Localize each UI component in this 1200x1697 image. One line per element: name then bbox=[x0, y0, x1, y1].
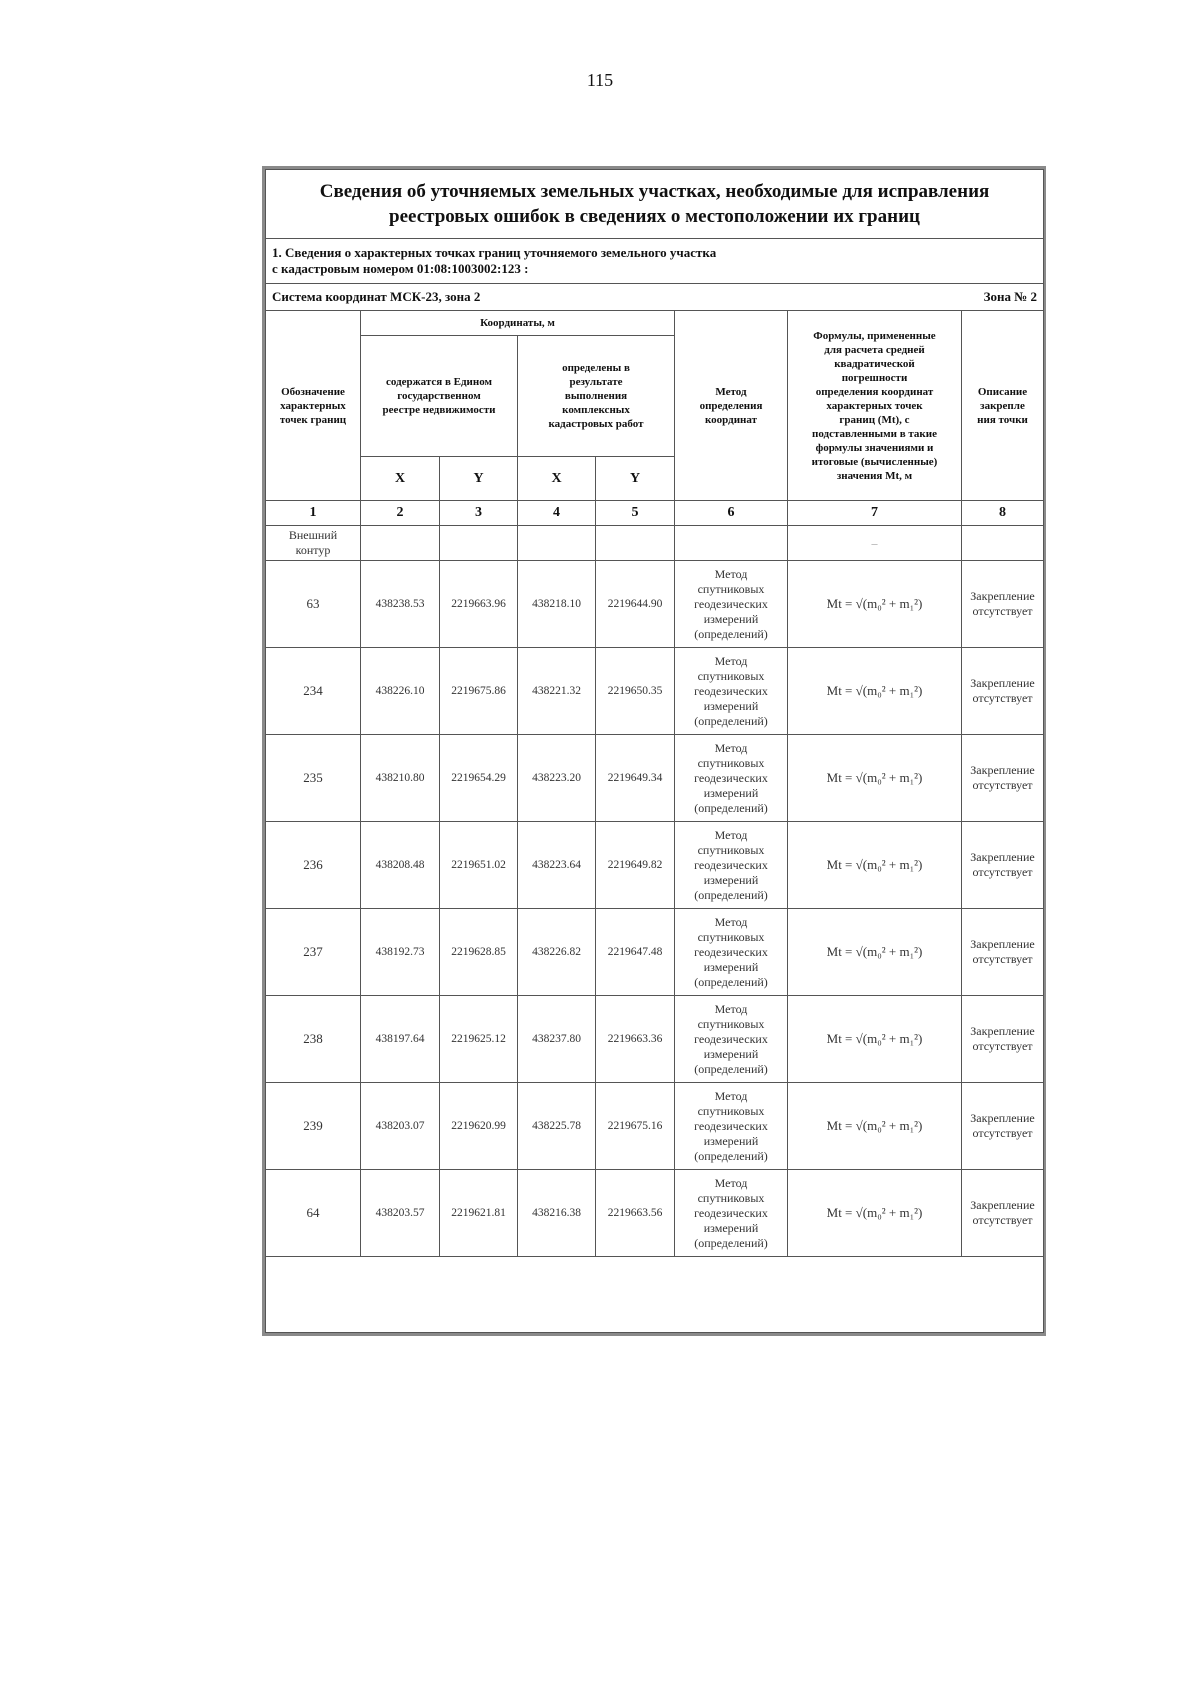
header-coordinates: Координаты, м bbox=[361, 311, 675, 336]
point-designation: 238 bbox=[266, 996, 361, 1083]
column-number: 2 bbox=[361, 501, 440, 526]
coordinate-system-row bbox=[266, 284, 1044, 311]
table-row bbox=[266, 996, 1044, 1083]
registry-y: 2219628.85 bbox=[440, 909, 518, 996]
section-heading: 1. Сведения о характерных точках границ уточняемого земельного участка с кадастровым номером 01:08:1003002:123 : bbox=[266, 239, 1044, 284]
table-row bbox=[266, 822, 1044, 909]
contour-label: Внешний контур bbox=[266, 526, 361, 561]
point-designation: 234 bbox=[266, 648, 361, 735]
table-row bbox=[266, 1083, 1044, 1170]
column-number: 5 bbox=[596, 501, 675, 526]
description-cell: Закрепление отсутствует bbox=[962, 561, 1044, 648]
determined-y: 2219663.36 bbox=[596, 996, 675, 1083]
column-number: 4 bbox=[518, 501, 596, 526]
formula-cell: Mt = √(m₀² + m₁²) bbox=[788, 1170, 962, 1257]
contour-dash: – bbox=[788, 526, 962, 561]
header-y-determined: Y bbox=[596, 457, 675, 501]
column-number: 8 bbox=[962, 501, 1044, 526]
description-cell: Закрепление отсутствует bbox=[962, 1083, 1044, 1170]
formula-cell: Mt = √(m₀² + m₁²) bbox=[788, 996, 962, 1083]
method-cell: Метод спутниковых геодезических измерений (определений) bbox=[675, 648, 788, 735]
description-cell: Закрепление отсутствует bbox=[962, 909, 1044, 996]
description-cell: Закрепление отсутствует bbox=[962, 996, 1044, 1083]
registry-x: 438238.53 bbox=[361, 561, 440, 648]
determined-x: 438223.64 bbox=[518, 822, 596, 909]
formula-cell: Mt = √(m₀² + m₁²) bbox=[788, 648, 962, 735]
determined-x: 438218.10 bbox=[518, 561, 596, 648]
boundary-points-table bbox=[265, 169, 1044, 1333]
formula-cell: Mt = √(m₀² + m₁²) bbox=[788, 735, 962, 822]
determined-y: 2219675.16 bbox=[596, 1083, 675, 1170]
method-cell: Метод спутниковых геодезических измерений (определений) bbox=[675, 1083, 788, 1170]
method-cell: Метод спутниковых геодезических измерений (определений) bbox=[675, 1170, 788, 1257]
registry-x: 438192.73 bbox=[361, 909, 440, 996]
description-cell: Закрепление отсутствует bbox=[962, 648, 1044, 735]
determined-y: 2219663.56 bbox=[596, 1170, 675, 1257]
registry-y: 2219620.99 bbox=[440, 1083, 518, 1170]
header-determined: определены в результате выполнения комплексных кадастровых работ bbox=[518, 336, 675, 457]
formula-cell: Mt = √(m₀² + m₁²) bbox=[788, 561, 962, 648]
header-description: Описание закрепле ния точки bbox=[962, 311, 1044, 501]
empty-cell bbox=[962, 526, 1044, 561]
determined-x: 438225.78 bbox=[518, 1083, 596, 1170]
determined-x: 438237.80 bbox=[518, 996, 596, 1083]
point-designation: 64 bbox=[266, 1170, 361, 1257]
determined-x: 438226.82 bbox=[518, 909, 596, 996]
formula-cell: Mt = √(m₀² + m₁²) bbox=[788, 822, 962, 909]
column-number: 6 bbox=[675, 501, 788, 526]
determined-y: 2219644.90 bbox=[596, 561, 675, 648]
point-designation: 63 bbox=[266, 561, 361, 648]
page-number: 115 bbox=[586, 70, 614, 90]
registry-x: 438203.57 bbox=[361, 1170, 440, 1257]
empty-cell bbox=[675, 526, 788, 561]
formula-cell: Mt = √(m₀² + m₁²) bbox=[788, 909, 962, 996]
column-number: 3 bbox=[440, 501, 518, 526]
header-y-registry: Y bbox=[440, 457, 518, 501]
table-row bbox=[266, 909, 1044, 996]
empty-cell bbox=[440, 526, 518, 561]
table-row bbox=[266, 648, 1044, 735]
determined-y: 2219647.48 bbox=[596, 909, 675, 996]
formula-cell: Mt = √(m₀² + m₁²) bbox=[788, 1083, 962, 1170]
zone-label: Зона № 2 bbox=[983, 289, 1038, 304]
determined-y: 2219650.35 bbox=[596, 648, 675, 735]
determined-y: 2219649.34 bbox=[596, 735, 675, 822]
registry-y: 2219654.29 bbox=[440, 735, 518, 822]
registry-y: 2219663.96 bbox=[440, 561, 518, 648]
description-cell: Закрепление отсутствует bbox=[962, 1170, 1044, 1257]
registry-x: 438208.48 bbox=[361, 822, 440, 909]
registry-y: 2219675.86 bbox=[440, 648, 518, 735]
determined-y: 2219649.82 bbox=[596, 822, 675, 909]
registry-x: 438197.64 bbox=[361, 996, 440, 1083]
coordinate-system: Система координат МСК-23, зона 2 bbox=[272, 289, 481, 304]
header-method: Метод определения координат bbox=[675, 311, 788, 501]
header-formulas: Формулы, примененные для расчета средней квадратической погрешности определения координат характерных точек границ (Mt), с подставленными в такие формулы значениями и итоговые (вычисленные) значения Mt, м bbox=[788, 311, 962, 501]
registry-y: 2219621.81 bbox=[440, 1170, 518, 1257]
empty-cell bbox=[596, 526, 675, 561]
empty-cell bbox=[361, 526, 440, 561]
method-cell: Метод спутниковых геодезических измерений (определений) bbox=[675, 996, 788, 1083]
registry-y: 2219625.12 bbox=[440, 996, 518, 1083]
point-designation: 237 bbox=[266, 909, 361, 996]
determined-x: 438221.32 bbox=[518, 648, 596, 735]
contour-row bbox=[266, 526, 1044, 561]
method-cell: Метод спутниковых геодезических измерений (определений) bbox=[675, 822, 788, 909]
point-designation: 239 bbox=[266, 1083, 361, 1170]
header-in-registry: содержатся в Едином государственном реестре недвижимости bbox=[361, 336, 518, 457]
description-cell: Закрепление отсутствует bbox=[962, 822, 1044, 909]
method-cell: Метод спутниковых геодезических измерений (определений) bbox=[675, 735, 788, 822]
method-cell: Метод спутниковых геодезических измерений (определений) bbox=[675, 909, 788, 996]
registry-x: 438203.07 bbox=[361, 1083, 440, 1170]
column-number-row bbox=[266, 501, 1044, 526]
empty-footer-row bbox=[266, 1257, 1044, 1333]
registry-y: 2219651.02 bbox=[440, 822, 518, 909]
description-cell: Закрепление отсутствует bbox=[962, 735, 1044, 822]
document-title: Сведения об уточняемых земельных участках, необходимые для исправления реестровых ошибок в сведениях о местоположении их границ bbox=[266, 170, 1044, 239]
header-designation: Обозначение характерных точек границ bbox=[266, 311, 361, 501]
table-row bbox=[266, 735, 1044, 822]
column-number: 1 bbox=[266, 501, 361, 526]
determined-x: 438216.38 bbox=[518, 1170, 596, 1257]
point-designation: 235 bbox=[266, 735, 361, 822]
table-row bbox=[266, 561, 1044, 648]
registry-x: 438210.80 bbox=[361, 735, 440, 822]
header-x-determined: X bbox=[518, 457, 596, 501]
registry-x: 438226.10 bbox=[361, 648, 440, 735]
point-designation: 236 bbox=[266, 822, 361, 909]
table-row bbox=[266, 1170, 1044, 1257]
header-x-registry: X bbox=[361, 457, 440, 501]
determined-x: 438223.20 bbox=[518, 735, 596, 822]
method-cell: Метод спутниковых геодезических измерений (определений) bbox=[675, 561, 788, 648]
empty-cell bbox=[518, 526, 596, 561]
column-number: 7 bbox=[788, 501, 962, 526]
